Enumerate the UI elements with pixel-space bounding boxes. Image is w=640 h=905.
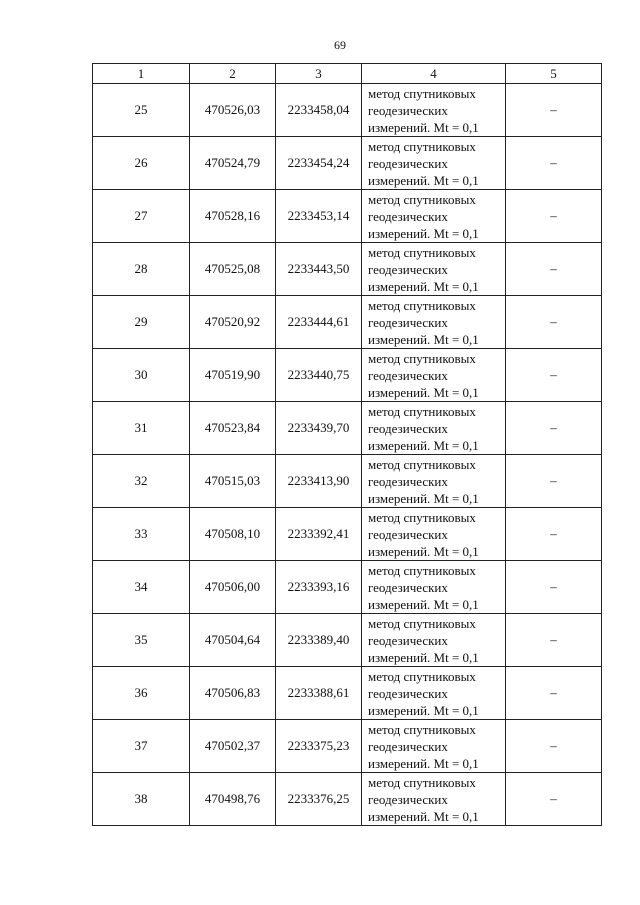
description-cell: – (506, 84, 602, 137)
method-text-line: метод спутниковых (368, 456, 476, 472)
method-cell (362, 773, 506, 826)
method-text-line: геодезических (368, 526, 448, 542)
description-cell: – (506, 402, 602, 455)
method-text-line: метод спутниковых (368, 615, 476, 631)
description-cell: – (506, 243, 602, 296)
method-cell (362, 190, 506, 243)
method-text-line: метод спутниковых (368, 85, 476, 101)
method-text-line: геодезических (368, 632, 448, 648)
method-text-line: геодезических (368, 473, 448, 489)
description-cell: – (506, 190, 602, 243)
method-text-line: измерений. Mt = 0,1 (368, 702, 479, 718)
description-cell: – (506, 614, 602, 667)
y-coordinate-cell: 2233389,40 (276, 614, 362, 667)
method-cell (362, 137, 506, 190)
method-cell (362, 614, 506, 667)
method-cell (362, 508, 506, 561)
y-coordinate-cell: 2233393,16 (276, 561, 362, 614)
x-coordinate-cell: 470498,76 (190, 773, 276, 826)
y-coordinate-cell: 2233375,23 (276, 720, 362, 773)
point-number-cell: 35 (93, 614, 190, 667)
y-coordinate-cell: 2233443,50 (276, 243, 362, 296)
method-text-line: геодезических (368, 420, 448, 436)
description-cell: – (506, 137, 602, 190)
x-coordinate-cell: 470506,00 (190, 561, 276, 614)
method-text-line: метод спутниковых (368, 138, 476, 154)
table-row (93, 508, 602, 561)
table-header-row (93, 64, 602, 84)
table-row (93, 614, 602, 667)
x-coordinate-cell: 470524,79 (190, 137, 276, 190)
method-text-line: метод спутниковых (368, 721, 476, 737)
method-text-line: измерений. Mt = 0,1 (368, 119, 479, 135)
method-text-line: измерений. Mt = 0,1 (368, 331, 479, 347)
table-row (93, 455, 602, 508)
x-coordinate-cell: 470515,03 (190, 455, 276, 508)
column-header-3: 3 (276, 64, 362, 84)
point-number-cell: 26 (93, 137, 190, 190)
point-number-cell: 32 (93, 455, 190, 508)
method-text-line: метод спутниковых (368, 297, 476, 313)
table-row (93, 720, 602, 773)
method-text-line: геодезических (368, 155, 448, 171)
description-cell: – (506, 296, 602, 349)
point-number-cell: 33 (93, 508, 190, 561)
method-text-line: измерений. Mt = 0,1 (368, 437, 479, 453)
method-text-line: геодезических (368, 314, 448, 330)
method-text-line: измерений. Mt = 0,1 (368, 596, 479, 612)
method-text-line: измерений. Mt = 0,1 (368, 278, 479, 294)
method-text-line: измерений. Mt = 0,1 (368, 808, 479, 824)
description-cell: – (506, 773, 602, 826)
table-row (93, 402, 602, 455)
point-number-cell: 38 (93, 773, 190, 826)
method-cell (362, 296, 506, 349)
method-cell (362, 561, 506, 614)
point-number-cell: 25 (93, 84, 190, 137)
method-text-line: метод спутниковых (368, 403, 476, 419)
method-text-line: геодезических (368, 579, 448, 595)
method-text-line: метод спутниковых (368, 509, 476, 525)
table-body (93, 84, 602, 826)
description-cell: – (506, 667, 602, 720)
x-coordinate-cell: 470525,08 (190, 243, 276, 296)
point-number-cell: 37 (93, 720, 190, 773)
column-header-1: 1 (93, 64, 190, 84)
point-number-cell: 36 (93, 667, 190, 720)
point-number-cell: 34 (93, 561, 190, 614)
method-text-line: геодезических (368, 367, 448, 383)
table-row (93, 243, 602, 296)
method-cell (362, 84, 506, 137)
method-text-line: геодезических (368, 685, 448, 701)
method-cell (362, 720, 506, 773)
method-text-line: геодезических (368, 102, 448, 118)
method-cell (362, 667, 506, 720)
method-text-line: измерений. Mt = 0,1 (368, 490, 479, 506)
method-cell (362, 402, 506, 455)
method-text-line: измерений. Mt = 0,1 (368, 225, 479, 241)
y-coordinate-cell: 2233413,90 (276, 455, 362, 508)
y-coordinate-cell: 2233454,24 (276, 137, 362, 190)
table-row (93, 84, 602, 137)
x-coordinate-cell: 470504,64 (190, 614, 276, 667)
point-number-cell: 27 (93, 190, 190, 243)
coordinates-table (92, 63, 602, 826)
y-coordinate-cell: 2233439,70 (276, 402, 362, 455)
description-cell: – (506, 349, 602, 402)
table-row (93, 773, 602, 826)
x-coordinate-cell: 470520,92 (190, 296, 276, 349)
y-coordinate-cell: 2233376,25 (276, 773, 362, 826)
method-text-line: геодезических (368, 261, 448, 277)
method-cell (362, 243, 506, 296)
method-text-line: измерений. Mt = 0,1 (368, 649, 479, 665)
method-text-line: измерений. Mt = 0,1 (368, 172, 479, 188)
method-text-line: метод спутниковых (368, 774, 476, 790)
point-number-cell: 29 (93, 296, 190, 349)
description-cell: – (506, 455, 602, 508)
x-coordinate-cell: 470502,37 (190, 720, 276, 773)
method-text-line: измерений. Mt = 0,1 (368, 755, 479, 771)
page-number: 69 (334, 38, 346, 52)
method-text-line: измерений. Mt = 0,1 (368, 384, 479, 400)
x-coordinate-cell: 470519,90 (190, 349, 276, 402)
method-text-line: измерений. Mt = 0,1 (368, 543, 479, 559)
method-cell (362, 349, 506, 402)
x-coordinate-cell: 470528,16 (190, 190, 276, 243)
description-cell: – (506, 720, 602, 773)
table-row (93, 190, 602, 243)
y-coordinate-cell: 2233392,41 (276, 508, 362, 561)
y-coordinate-cell: 2233458,04 (276, 84, 362, 137)
method-text-line: метод спутниковых (368, 668, 476, 684)
y-coordinate-cell: 2233388,61 (276, 667, 362, 720)
x-coordinate-cell: 470526,03 (190, 84, 276, 137)
column-header-2: 2 (190, 64, 276, 84)
table-row (93, 137, 602, 190)
method-text-line: метод спутниковых (368, 191, 476, 207)
method-text-line: метод спутниковых (368, 244, 476, 260)
x-coordinate-cell: 470508,10 (190, 508, 276, 561)
point-number-cell: 30 (93, 349, 190, 402)
point-number-cell: 31 (93, 402, 190, 455)
method-text-line: геодезических (368, 208, 448, 224)
table-row (93, 561, 602, 614)
column-header-4: 4 (362, 64, 506, 84)
method-text-line: геодезических (368, 791, 448, 807)
method-cell (362, 455, 506, 508)
method-text-line: метод спутниковых (368, 350, 476, 366)
method-text-line: геодезических (368, 738, 448, 754)
y-coordinate-cell: 2233440,75 (276, 349, 362, 402)
table-row (93, 667, 602, 720)
method-text-line: метод спутниковых (368, 562, 476, 578)
x-coordinate-cell: 470506,83 (190, 667, 276, 720)
point-number-cell: 28 (93, 243, 190, 296)
y-coordinate-cell: 2233444,61 (276, 296, 362, 349)
x-coordinate-cell: 470523,84 (190, 402, 276, 455)
column-header-5: 5 (506, 64, 602, 84)
y-coordinate-cell: 2233453,14 (276, 190, 362, 243)
table-row (93, 349, 602, 402)
table-row (93, 296, 602, 349)
description-cell: – (506, 561, 602, 614)
description-cell: – (506, 508, 602, 561)
